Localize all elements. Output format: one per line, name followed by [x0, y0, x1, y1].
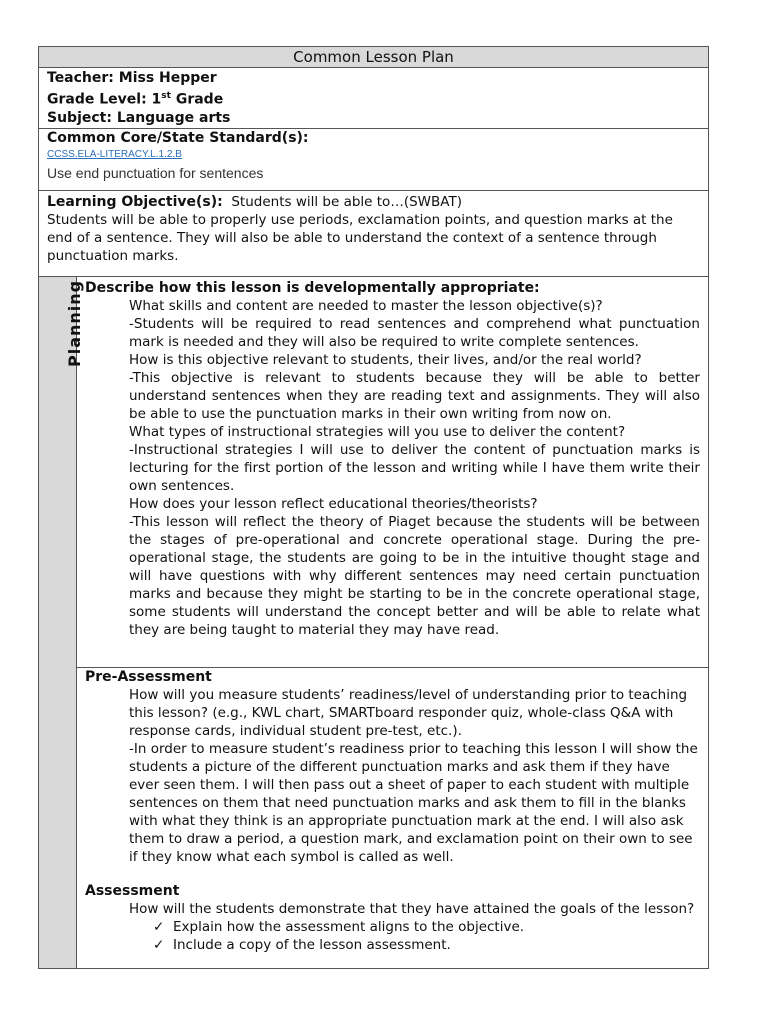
pre-assessment-paragraph: -In order to measure student’s readiness prior to teaching this lesson I will show the students a picture of the different punctuation marks and ask them if they have ever seen them. I will then pass out a sheet of paper to each student with multiple sentences on them that need punctuation marks and ask them to fill in the blanks with what they think is an appropriate punctuation mark at the end. I will also ask them to draw a period, a question mark, and exclamation point on their own to see if they know what each symbol is called as well. — [129, 740, 698, 865]
planning-paragraph: -This objective is relevant to students because they will be able to better understand sentences when they are reading text and assignments. They will also be able to use the punctuation marks in their own writing from now on. — [129, 369, 700, 422]
pre-assessment-paragraph: How will you measure students’ readiness/level of understanding prior to teaching this lesson? (e.g., KWL chart, SMARTboard responder quiz, whole-class Q&A with response cards, individual student pre-test, etc.). — [129, 686, 688, 739]
planning-paragraph: -This lesson will reflect the theory of Piaget because the students will be between the stages of pre-operational and concrete operational stage. During the pre-operational stage, the students are going to be in the intuitive thought stage and will have questions with why different sentences may need certain punctuation marks and because they might be starting to be in the concrete operational stage, some students will understand the concept better and will be able to relate what they are being taught to material they may have read. — [129, 513, 700, 638]
assessment-question: How will the students demonstrate that they have attained the goals of the lesson? — [129, 900, 695, 917]
planning-heading: Describe how this lesson is developmentally appropriate: — [85, 279, 540, 296]
lesson-plan-table — [38, 46, 709, 969]
pre-assessment-heading: Pre-Assessment — [85, 668, 212, 685]
planning-content — [85, 297, 700, 639]
objective-section — [39, 190, 709, 276]
subject: Subject: Language arts — [47, 109, 231, 126]
objective-lead: Students will be able to…(SWBAT) — [231, 193, 462, 210]
check-icon: ✓ — [153, 918, 165, 935]
planning-paragraph: How does your lesson reflect educational theories/theorists? — [129, 495, 538, 512]
checklist-item: ✓ Include a copy of the lesson assessment. — [153, 936, 451, 953]
planning-side-label — [39, 276, 84, 968]
planning-paragraph: What types of instructional strategies will you use to deliver the content? — [129, 423, 626, 440]
teacher-info — [39, 68, 709, 129]
check-icon: ✓ — [153, 936, 165, 953]
standards-heading: Common Core/State Standard(s): — [47, 129, 309, 146]
planning-paragraph: -Students will be required to read sentences and comprehend what punctuation mark is needed and they will also be required to write complete sentences. — [129, 315, 700, 350]
planning-section — [77, 276, 709, 667]
lesson-plan-document — [38, 46, 708, 969]
standard-text: Use end punctuation for sentences — [47, 164, 264, 181]
planning-paragraph: How is this objective relevant to students, their lives, and/or the real world? — [129, 351, 642, 368]
assessment-heading: Assessment — [85, 882, 180, 899]
teacher-name: Teacher: Miss Hepper — [47, 70, 217, 86]
grade-level: Grade Level: 1st Grade — [47, 91, 224, 108]
standards-section — [39, 128, 709, 190]
assessment-section — [77, 667, 709, 968]
assessment-checklist — [85, 918, 700, 954]
planning-label: Planning — [65, 279, 84, 367]
objective-heading: Learning Objective(s): — [47, 193, 223, 210]
document-title: Common Lesson Plan — [39, 47, 709, 68]
planning-paragraph: -Instructional strategies I will use to deliver the content of punctuation marks is lecturing for the first portion of the lesson and writing while I have them write their own sentences. — [129, 441, 700, 494]
pre-assessment-content — [85, 686, 700, 866]
standard-link[interactable]: CCSS.ELA-LITERACY.L.1.2.B — [47, 148, 182, 160]
objective-body: Students will be able to properly use periods, exclamation points, and question marks at the end of a sentence. They will also be able to understand the context of a sentence through punctuation marks. — [47, 211, 673, 264]
checklist-item: ✓ Explain how the assessment aligns to the objective. — [153, 918, 525, 935]
planning-paragraph: What skills and content are needed to master the lesson objective(s)? — [129, 297, 603, 314]
